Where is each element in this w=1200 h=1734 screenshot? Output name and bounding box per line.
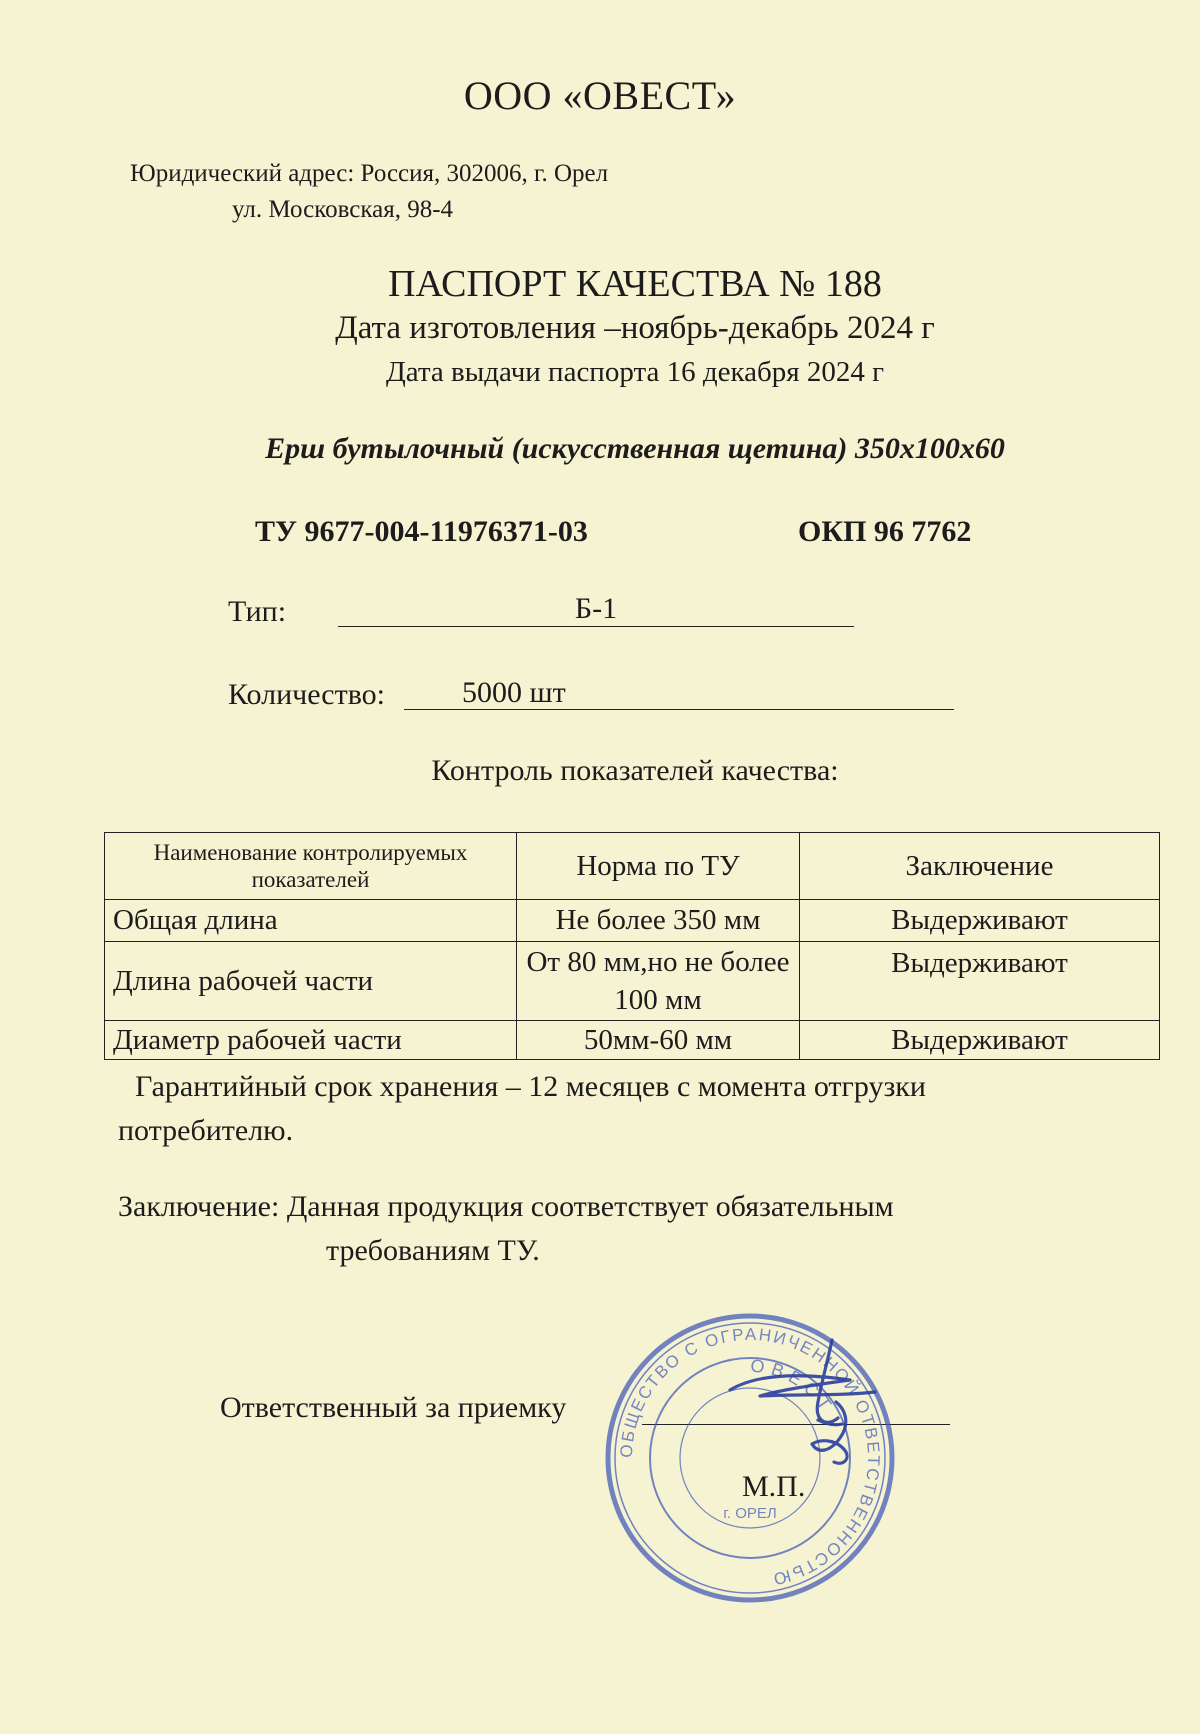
warranty-text-line2: потребителю. (118, 1114, 294, 1147)
product-name: Ерш бутылочный (искусственная щетина) 350х100х60 (265, 432, 1005, 465)
indicator-conclusion: Выдерживают (800, 942, 1160, 1021)
indicator-name: Диаметр рабочей части (105, 1021, 517, 1060)
table-row (105, 942, 1160, 1021)
table-row (105, 900, 1160, 942)
stamp-inner-text: ОВЕСТ (749, 1355, 839, 1419)
type-label: Тип: (228, 595, 287, 628)
quality-control-heading: Контроль показателей качества: (431, 754, 839, 787)
column-header-norm: Норма по ТУ (517, 833, 800, 900)
indicator-norm: От 80 мм,но не более 100 мм (517, 942, 800, 1021)
column-header-conclusion: Заключение (800, 833, 1160, 900)
indicator-norm: 50мм-60 мм (517, 1021, 800, 1060)
passport-title: ПАСПОРТ КАЧЕСТВА № 188 (388, 263, 882, 305)
manufacture-date: Дата изготовления –ноябрь-декабрь 2024 г (335, 310, 935, 346)
indicator-conclusion: Выдерживают (800, 1021, 1160, 1060)
quantity-value: 5000 шт (462, 676, 566, 709)
responsible-label: Ответственный за приемку (220, 1391, 567, 1424)
legal-address-line1: Юридический адрес: Россия, 302006, г. Орел (130, 160, 609, 187)
quality-table (104, 832, 1160, 1060)
company-name: ООО «ОВЕСТ» (463, 73, 737, 118)
legal-address-line2: ул. Московская, 98-4 (232, 196, 454, 223)
indicator-conclusion: Выдерживают (800, 900, 1160, 942)
stamp-outer-text: ОБЩЕСТВО С ОГРАНИЧЕННОЙ ОТВЕТСТВЕННОСТЬЮ (616, 1324, 884, 1590)
type-value: Б-1 (574, 592, 618, 625)
quantity-label: Количество: (228, 678, 386, 711)
stamp-center-text: г. ОРЕЛ (723, 1505, 777, 1522)
column-header-indicator: Наименование контролируемых показателей (105, 833, 517, 900)
indicator-name: Общая длина (105, 900, 517, 942)
tu-code: ТУ 9677-004-11976371-03 (255, 515, 588, 548)
conclusion-text-line2: требованиям ТУ. (326, 1234, 540, 1267)
okp-code: ОКП 96 7762 (798, 515, 972, 548)
indicator-norm: Не более 350 мм (517, 900, 800, 942)
handwritten-signature-icon (700, 1320, 890, 1490)
table-row (105, 1021, 1160, 1060)
warranty-text-line1: Гарантийный срок хранения – 12 месяцев с момента отгрузки (135, 1070, 926, 1103)
conclusion-text-line1: Заключение: Данная продукция соответствует обязательным (118, 1190, 894, 1223)
type-underline (338, 626, 854, 627)
seal-place-label: М.П. (742, 1470, 806, 1503)
table-header-row (105, 833, 1160, 900)
issue-date: Дата выдачи паспорта 16 декабря 2024 г (386, 356, 884, 388)
indicator-name: Длина рабочей части (105, 942, 517, 1021)
